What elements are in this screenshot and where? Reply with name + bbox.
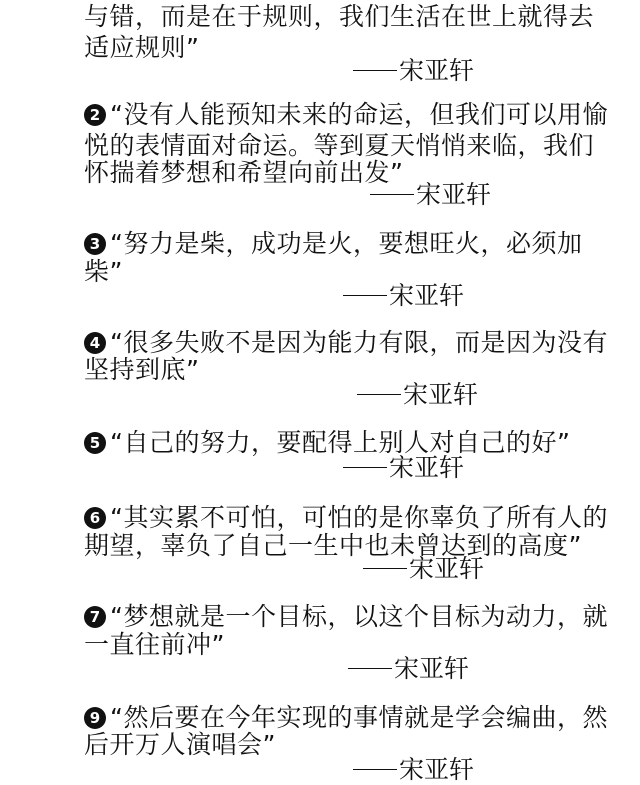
number-9-icon: 9 [84,707,106,729]
quote-4-line-2: 坚持到底” [84,355,200,384]
number-6-icon: 6 [84,507,106,529]
quote-4-text-1: “很多失败不是因为能力有限，而是因为没有 [110,328,608,357]
quote-2-line-3: 怀揣着梦想和希望向前出发” [84,158,404,187]
quote-3-author [343,281,464,311]
dash-icon [370,194,414,195]
quote-2-line-2: 悦的表情面对命运。等到夏天悄悄来临，我们 [84,131,595,160]
author-name: 宋亚轩 [389,281,465,310]
quote-5-author [343,453,464,483]
quote-1-line-1: 与错，而是在于规则，我们生活在世上就得去 [84,2,595,31]
quote-7-line-2: 一直往前冲” [84,630,225,659]
author-name: 宋亚轩 [389,453,465,482]
quote-7-author [348,654,469,684]
dash-icon [348,668,392,669]
quote-9-line-2: 后开万人演唱会” [84,730,276,759]
quote-6-author [363,554,484,584]
quote-1-line-2: 适应规则” [84,33,200,62]
quote-4-author [357,380,478,410]
quote-7-text-1: “梦想就是一个目标，以这个目标为动力，就 [110,602,608,631]
quote-9-text-1: “然后要在今年实现的事情就是学会编曲，然 [110,703,608,732]
dash-icon [343,467,387,468]
quote-2-author [370,180,491,210]
quote-3-line-1 [84,229,582,259]
quote-6-text-1: “其实累不可怕，可怕的是你辜负了所有人的 [110,503,608,532]
quote-9-line-1 [84,703,608,733]
number-3-icon: 3 [84,233,106,255]
quote-1-author [353,56,474,86]
quote-7-line-1 [84,602,608,632]
quote-2-text-1: “没有人能预知未来的命运，但我们可以用愉 [110,100,608,129]
quote-4-line-1 [84,328,608,358]
quote-6-line-2: 期望，辜负了自己一生中也未曾达到的高度” [84,531,582,560]
quote-3-text-1: “努力是柴，成功是火，要想旺火，必须加 [110,229,583,258]
dash-icon [343,295,387,296]
dash-icon [357,394,401,395]
author-name: 宋亚轩 [399,56,475,85]
author-name: 宋亚轩 [403,380,479,409]
quote-2-line-1 [84,100,608,130]
quote-5-line-1 [84,428,570,458]
dash-icon [353,769,397,770]
number-4-icon: 4 [84,332,106,354]
dash-icon [363,568,407,569]
quote-6-line-1 [84,503,608,533]
number-7-icon: 7 [84,606,106,628]
author-name: 宋亚轩 [399,755,475,784]
quote-9-author [353,755,474,785]
dash-icon [353,70,397,71]
author-name: 宋亚轩 [394,654,470,683]
author-name: 宋亚轩 [416,180,492,209]
number-5-icon: 5 [84,432,106,454]
number-2-icon: 2 [84,104,106,126]
quote-5-text-1: “自己的努力，要配得上别人对自己的好” [110,428,571,457]
author-name: 宋亚轩 [409,554,485,583]
quote-3-line-2: 柴” [84,257,123,286]
